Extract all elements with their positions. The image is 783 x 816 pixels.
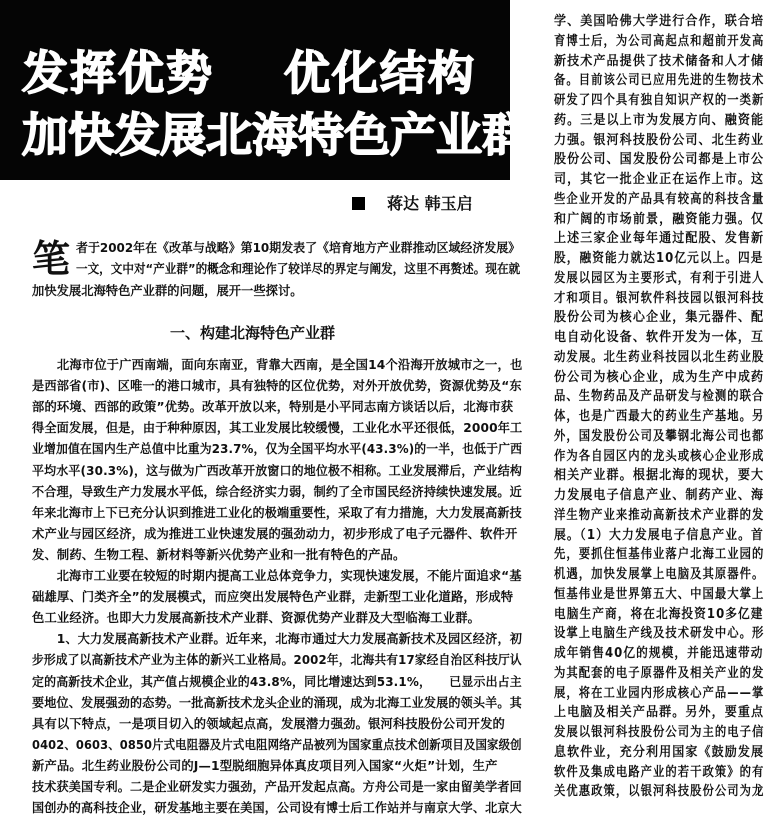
intro-line: 加快发展北海特色产业群的问题，展开一些探讨。 [32,284,303,298]
body-text-line: 展。（1）大力发展电子信息产业。首 [554,527,764,543]
title-banner [0,0,528,180]
body-text-line: 部的环境、西部的政策”优势。改革开放以来，特别是小平同志南方谈话以后，北海市获 [32,400,514,415]
square-bullet-icon [352,197,365,210]
body-text-line: 些企业开发的产品具有较高的科技含量 [554,191,765,207]
body-text-line: 具有以下特点，一是项目切入的领域起点高，发展潜力强劲。银河科技股份公司开发的 [32,716,505,731]
body-text-line: 年来北海市上下已充分认识到推进工业化的极端重要性，采取了有力措施，大力发展高新技 [32,505,522,520]
title-line-1-right: 优化结构 [284,46,476,100]
body-text-line: 份公司为核心企业，成为生产中成药 [554,369,765,385]
body-text-line: 为其配套的电子原器件及相关产业的发 [554,665,765,681]
body-text-line: 电脑生产商，将在北海投资10多亿建 [554,606,764,622]
body-text-line: 体，也是广西最大的药业生产基地。另 [554,409,765,424]
body-text-line: 软件及集成电路产业的若干政策》的有 [554,764,765,780]
body-text-line: 上电脑及相关产品群。另外，要重点 [554,705,765,721]
body-text-line: 股，融资能力就达10亿元以上。四是 [554,251,764,266]
body-text-line: 息软件业，充分利用国家《鼓励发展 [554,744,765,760]
body-text-line: 0402、0603、0850片式电阻器及片式电阻网络产品被列为国家重点技术创新项目及国家级创 [32,737,522,752]
body-text-line: 关优惠政策，以银河科技股份公司为龙 [554,784,765,800]
body-text-line: 定的高新技术企业，其产值占规模企业的43.8%，同比增速达到53.1%， 已显示出占主 [32,674,522,689]
body-text-line: 设掌上电脑生产线及技术研发中心。形 [554,626,765,642]
body-text-line: 色工业经济。也即大力发展高新技术产业群、资源优势产业群及大型临海工业群。 [32,611,481,626]
body-text-line: 相关产业群。根据北海的现状，要大 [554,468,765,484]
body-text-line: 作为各自园区内的龙头或核心企业形成 [554,448,765,464]
body-text-line: 北海市位于广西南端，面向东南亚，背靠大西南，是全国14个沿海开放城市之一，也 [32,358,523,372]
body-text-line: 先，要抓住恒基伟业落户北海工业园的 [554,547,765,563]
body-text-line: 力强。银河科技股份公司、北生药业 [554,132,765,148]
body-text-line: 新技术产品提供了技术储备和人才储 [554,53,765,69]
body-text-line: 成年销售40亿的规模，并能迅速带动 [554,646,764,661]
body-text-line: 步形成了以高新技术产业为主体的新兴工业格局。2002年，北海共有17家经自治区科技厅认 [32,653,522,668]
body-text-line: 司，其它一批企业正在运作上市。这 [554,172,765,187]
body-text-line: 新产品。北生药业股份公司的J—1型脱细胞异体真皮项目列入国家“火炬”计划，生产 [32,758,498,773]
title-line-1 [22,46,476,100]
body-text-line: 业增加值在国内生产总值中比重为23.7%，仅为全国平均水平(43.3%)的一半，也低于广西 [32,442,523,457]
section-heading: 一、构建北海特色产业群 [170,324,336,342]
body-text-line: 是西部省(市)、区唯一的港口城市，具有独特的区位优势，对外开放优势，资源优势及“东 [32,379,522,394]
body-text-line: 和广阔的市场前景，融资能力强。仅 [554,211,765,227]
body-text-line: 础雄厚、门类齐全”的发展模式，而应突出发展特色产业群，走新型工业化道路，形成特 [32,590,514,605]
body-text-line: 学、美国哈佛大学进行合作，联合培 [554,14,765,29]
title-line-1-left: 发挥优势 [22,46,214,100]
drop-cap: 笔 [32,237,71,281]
body-text-line: 研发了四个具有独自知识产权的一类新 [554,93,765,108]
intro-line: 者于2002年在《改革与战略》第10期发表了《培育地方产业群推动区域经济发展》 [76,241,521,255]
body-text-line: 药。三是以上市为发展方向、融资能 [554,112,765,128]
body-text-line: 品、生物药品及产品研发与检测的联合 [554,389,765,405]
body-text-line: 发展以园区为主要形式，有利于引进人 [554,270,765,286]
title-line-2: 加快发展北海特色产业群 [22,108,528,162]
body-text-line: 不合理，导致生产力发展水平低，综合经济实力弱，制约了全市国民经济持续快速发展。近 [32,484,522,499]
body-text-line: 外，国发股份公司及攀钢北海公司也都 [554,428,765,444]
body-text-line: 发、制药、生物工程、新材料等新兴优势产业和一批有特色的产品。 [32,547,406,562]
body-text-line: 才和项目。银河软件科技园以银河科技 [554,290,765,306]
body-text-line: 发展以银河科技股份公司为主的电子信 [554,725,765,740]
body-text-line: 动发展。北生药业科技园以北生药业股 [554,349,765,365]
body-text-line: 术产业与园区经济，成为推进工业快速发展的强劲动力，初步形成了电子元器件、软件开 [32,526,518,541]
body-text-line: 备。目前该公司已应用先进的生物技术 [554,73,765,89]
author-line [352,191,473,214]
author-names: 蒋达 韩玉启 [387,194,473,213]
body-text-line: 力发展电子信息产业、制药产业、海 [554,488,765,503]
body-text-line: 上述三家企业每年通过配股、发售新 [554,231,765,247]
intro-line: 一文，文中对“产业群”的概念和理论作了较详尽的界定与阐发，这里不再赘述。现在就 [76,262,521,276]
body-text-line: 洋生物产业来推动高新技术产业群的发 [554,507,765,523]
body-text-line: 平均水平(30.3%)，这与做为广西改革开放窗口的地位极不相称。工业发展滞后，产业结构 [32,463,523,478]
body-text-line: 1、大力发展高新技术产业群。近年来，北海市通过大力发展高新技术及园区经济，初 [32,632,523,647]
body-text-line: 股份公司、国发股份公司都是上市公 [554,152,765,168]
body-text-line: 北海市工业要在较短的时期内提高工业总体竞争力，实现快速发展，不能片面追求“基 [32,569,522,583]
body-text-line: 展，将在工业园内形成核心产品——掌 [554,685,765,701]
body-text-line: 机遇，加快发展掌上电脑及其原器件。 [554,567,765,582]
body-text-line: 股份公司为核心企业，集元器件、配 [554,310,765,326]
body-text-line: 恒基伟业是世界第五大、中国最大掌上 [554,586,765,602]
body-text-line: 育博士后，为公司高起点和超前开发高 [554,33,765,49]
body-text-line: 电自动化设备、软件开发为一体，互 [554,330,765,345]
body-text-line: 技术获美国专利。二是企业研发实力强劲，产品开发起点高。方舟公司是一家由留美学者回 [32,780,522,794]
body-text-line: 国创办的高科技企业，研发基地主要在美国，公司设有博士后工作站并与南京大学、北京大 [32,801,522,816]
body-text-line: 得全面发展，但是，由于种种原因，其工业发展比较缓慢，工业化水平还很低，2000年工 [32,421,523,436]
body-text-line: 要地位、发展强劲的态势。一批高新技术龙头企业的涌现，成为北海工业发展的领头羊。其 [32,695,522,710]
